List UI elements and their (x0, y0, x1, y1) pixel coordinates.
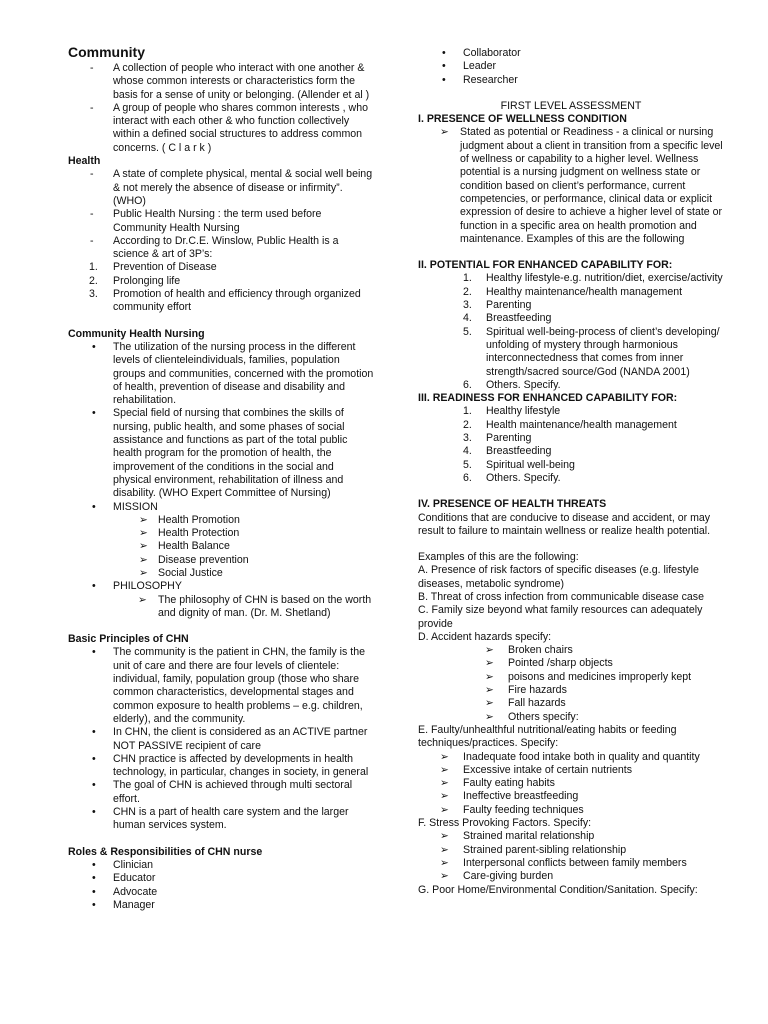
threat-d: D. Accident hazards specify: (418, 630, 552, 643)
list-item (68, 580, 374, 593)
list-item: ➢ Disease prevention (139, 553, 249, 566)
stress-list (418, 830, 724, 883)
list-item: • Leader (442, 60, 496, 73)
arrow-bullet-icon: ➢ (138, 593, 147, 606)
arrow-bullet-icon: ➢ (440, 803, 449, 816)
bullet-marker: • (92, 752, 96, 765)
list-item: • CHN practice is affected by developments in health technology, in particular, changes in society, in general (92, 752, 369, 779)
section-4-heading: IV. PRESENCE OF HEALTH THREATS (418, 498, 607, 511)
list-item: 4. Breastfeeding (463, 445, 552, 458)
philosophy-list (68, 580, 374, 620)
list-item: ➢ Faulty feeding techniques (440, 803, 584, 816)
list-item: 4. Breastfeeding (463, 312, 552, 325)
arrow-bullet-icon: ➢ (440, 843, 449, 856)
three-p-list (68, 261, 374, 314)
chn-heading: Community Health Nursing (68, 327, 205, 340)
list-item: ➢ Health Balance (139, 540, 230, 553)
bullet-marker: • (92, 646, 96, 659)
health-list (68, 168, 374, 261)
list-item: ➢ Care-giving burden (440, 870, 554, 883)
list-item: • Manager (92, 898, 155, 911)
list-item: • CHN is a part of health care system and the larger human services system. (92, 806, 349, 832)
nutrition-list (418, 751, 724, 817)
list-item: 3. Parenting (463, 432, 532, 445)
bullet-marker: • (92, 806, 96, 819)
list-item: ➢ Social Justice (139, 566, 223, 579)
list-item: • The utilization of the nursing process in the different levels of clienteleindividuals, families, population groups and communities, concerned with the promotion of health, prevention of disease and disability and rehabilitation. (92, 340, 374, 407)
section-4-intro: Conditions that are conducive to disease and accident, or may result to failure to maintain wellness or realize health potential. (418, 511, 711, 537)
accident-hazards-list (418, 644, 724, 724)
list-item: • Special field of nursing that combines the skills of nursing, public health, and some phases of social assistance and functions as part of the total public health program for the promotion of health, the improvement of the conditions in the social and physical environment, rehabilitation of illness and disability. (WHO Expert Committee of Nursing) (92, 407, 348, 500)
health-heading: Health (68, 155, 101, 168)
arrow-bullet-icon: ➢ (139, 553, 148, 566)
list-item: ➢ Health Protection (139, 527, 240, 540)
list-item: • Educator (92, 872, 156, 885)
chn-list (68, 341, 374, 514)
list-item: 2. Prolonging life (89, 274, 181, 287)
arrow-bullet-icon: ➢ (485, 684, 494, 697)
list-item: • Clinician (92, 858, 154, 871)
right-column (418, 47, 724, 897)
list-item: 5. Spiritual well-being (463, 458, 575, 471)
list-item: ➢ The philosophy of CHN is based on the worth and dignity of man. (Dr. M. Shetland) (138, 593, 372, 619)
list-item: 6. Others. Specify. (463, 471, 561, 484)
examples-intro: Examples of this are the following: (418, 551, 579, 564)
list-item: 6. Others. Specify. (463, 378, 561, 391)
bullet-marker: • (442, 73, 446, 86)
dash-marker: - (90, 208, 94, 221)
list-item: • In CHN, the client is considered as an ACTIVE partner NOT PASSIVE recipient of care (92, 726, 368, 752)
arrow-bullet-icon: ➢ (440, 830, 449, 843)
list-item: ➢ Fall hazards (485, 697, 566, 710)
list-item: ➢ Health Promotion (139, 513, 240, 526)
list-item: ➢ Stated as potential or Readiness - a clinical or nursing judgment about a client in transition from a specific level of wellness or capability to a higher level. Wellness potential is a nursing judgment on wellness state or condition based on client’s performance, current competencies, or performance, clinical data or explicit expression of desire to achieve a higher level of state or function in a specific area on health promotion and maintenance. Examples of this are the following (440, 126, 723, 245)
list-item: 1. Prevention of Disease (89, 261, 217, 274)
dash-marker: - (90, 168, 94, 181)
left-column (68, 44, 374, 912)
bullet-marker: • (92, 580, 96, 593)
first-level-assessment-title: FIRST LEVEL ASSESSMENT (500, 99, 642, 112)
section-2-heading: II. POTENTIAL FOR ENHANCED CAPABILITY FOR: (418, 259, 673, 272)
arrow-bullet-icon: ➢ (139, 513, 148, 526)
bullet-marker: • (92, 726, 96, 739)
bullet-marker: • (442, 60, 446, 73)
arrow-bullet-icon: ➢ (440, 777, 449, 790)
principles-list (68, 646, 374, 832)
principles-heading: Basic Principles of CHN (68, 633, 189, 646)
list-item: - A collection of people who interact with one another & whose common interests or characteristics form the basis for a sense of unity or belonging. (Allender et al ) (90, 62, 370, 101)
list-item: ➢ Interpersonal conflicts between family members (440, 856, 687, 869)
list-item: • Researcher (442, 73, 518, 86)
arrow-bullet-icon: ➢ (139, 540, 148, 553)
arrow-bullet-icon: ➢ (440, 763, 449, 776)
section-2-list (418, 272, 724, 392)
list-item: - According to Dr.C.E. Winslow, Public Health is a science & art of 3P’s: (90, 234, 339, 261)
section-3-heading: III. READINESS FOR ENHANCED CAPABILITY FOR: (418, 392, 678, 405)
list-item: 3. Promotion of health and efficiency through organized community effort (89, 288, 361, 314)
bullet-marker: • (92, 500, 96, 513)
list-item: • Collaborator (442, 47, 521, 59)
philosophy-label: PHILOSOPHY (113, 580, 182, 593)
list-item: • Advocate (92, 885, 158, 898)
dash-marker: - (90, 62, 94, 74)
roles-heading: Roles & Responsibilities of CHN nurse (68, 845, 263, 858)
bullet-marker: • (92, 407, 96, 420)
community-heading: Community (68, 44, 145, 60)
arrow-bullet-icon: ➢ (440, 750, 449, 763)
list-item (68, 501, 374, 514)
arrow-bullet-icon: ➢ (139, 566, 148, 579)
arrow-bullet-icon: ➢ (440, 856, 449, 869)
mission-list (68, 514, 374, 580)
bullet-marker: • (92, 898, 96, 911)
mission-label: MISSION (113, 500, 158, 513)
section-1-heading: I. PRESENCE OF WELLNESS CONDITION (418, 113, 627, 126)
section-1-list (418, 126, 724, 246)
arrow-bullet-icon: ➢ (485, 697, 494, 710)
list-item: ➢ Excessive intake of certain nutrients (440, 763, 632, 776)
list-item: 1. Healthy lifestyle-e.g. nutrition/diet, exercise/activity (463, 272, 723, 285)
section-3-list (418, 405, 724, 485)
arrow-bullet-icon: ➢ (440, 790, 449, 803)
list-item: • The community is the patient in CHN, the family is the unit of care and there are four levels of clientele: individual, family, population group (those who share common characteristics, developmental stages and common exposure to health problems – e.g. children, elderly), and the community. (92, 646, 365, 725)
arrow-bullet-icon: ➢ (139, 527, 148, 540)
arrow-bullet-icon: ➢ (485, 644, 494, 657)
list-item: ➢ Fire hazards (485, 684, 567, 697)
list-item: 2. Healthy maintenance/health management (463, 285, 683, 298)
bullet-marker: • (92, 858, 96, 871)
arrow-bullet-icon: ➢ (485, 657, 494, 670)
arrow-bullet-icon: ➢ (485, 710, 494, 723)
dash-marker: - (90, 234, 94, 247)
roles-continued-list (418, 47, 724, 87)
arrow-bullet-icon: ➢ (440, 126, 449, 139)
threat-e: E. Faulty/unhealthful nutritional/eating habits or feeding techniques/practices. Specify: (418, 723, 677, 750)
threat-f: F. Stress Provoking Factors. Specify: (418, 817, 592, 830)
arrow-bullet-icon: ➢ (485, 670, 494, 683)
list-item: ➢ Strained marital relationship (440, 830, 595, 843)
threat-a: A. Presence of risk factors of specific diseases (e.g. lifestyle diseases, metabolic syndrome) (418, 564, 699, 590)
bullet-marker: • (92, 885, 96, 898)
list-item: - A group of people who shares common interests , who interact with each other & who function collectively within a defined social structures to address common concerns. ( C l a r k ) (90, 101, 368, 154)
threat-c: C. Family size beyond what family resources can adequately provide (418, 604, 703, 630)
bullet-marker: • (92, 779, 96, 792)
list-item: ➢ Broken chairs (485, 644, 573, 657)
list-item: 1. Healthy lifestyle (463, 405, 561, 418)
threat-b: B. Threat of cross infection from communicable disease case (418, 590, 704, 603)
list-item: ➢ Inadequate food intake both in quality and quantity (440, 750, 700, 763)
bullet-marker: • (92, 872, 96, 885)
list-item: ➢ poisons and medicines improperly kept (485, 670, 692, 683)
list-item: ➢ Ineffective breastfeeding (440, 790, 579, 803)
list-item: 2. Health maintenance/health management (463, 418, 677, 431)
list-item: - Public Health Nursing : the term used before Community Health Nursing (90, 208, 322, 234)
dash-marker: - (90, 101, 94, 114)
list-item: ➢ Others specify: (485, 710, 579, 723)
list-item: • The goal of CHN is achieved through multi sectoral effort. (92, 779, 353, 805)
list-item: ➢ Pointed /sharp objects (485, 657, 613, 670)
list-item: - A state of complete physical, mental & social well being & not merely the absence of disease or infirmity”. (WHO) (90, 168, 373, 207)
community-list (68, 62, 374, 155)
list-item: 3. Parenting (463, 299, 532, 312)
bullet-marker: • (92, 340, 96, 353)
arrow-bullet-icon: ➢ (440, 870, 449, 883)
list-item: ➢ Faulty eating habits (440, 777, 555, 790)
threat-g: G. Poor Home/Environmental Condition/Sanitation. Specify: (418, 883, 698, 896)
list-item: ➢ Strained parent-sibling relationship (440, 843, 627, 856)
bullet-marker: • (442, 47, 446, 59)
list-item: 5. Spiritual well-being-process of client’s developing/ unfolding of mystery through harmonious interconnectedness that comes from inner strength/sacred source/God (NANDA 2001) (463, 325, 720, 378)
roles-list (68, 859, 374, 912)
